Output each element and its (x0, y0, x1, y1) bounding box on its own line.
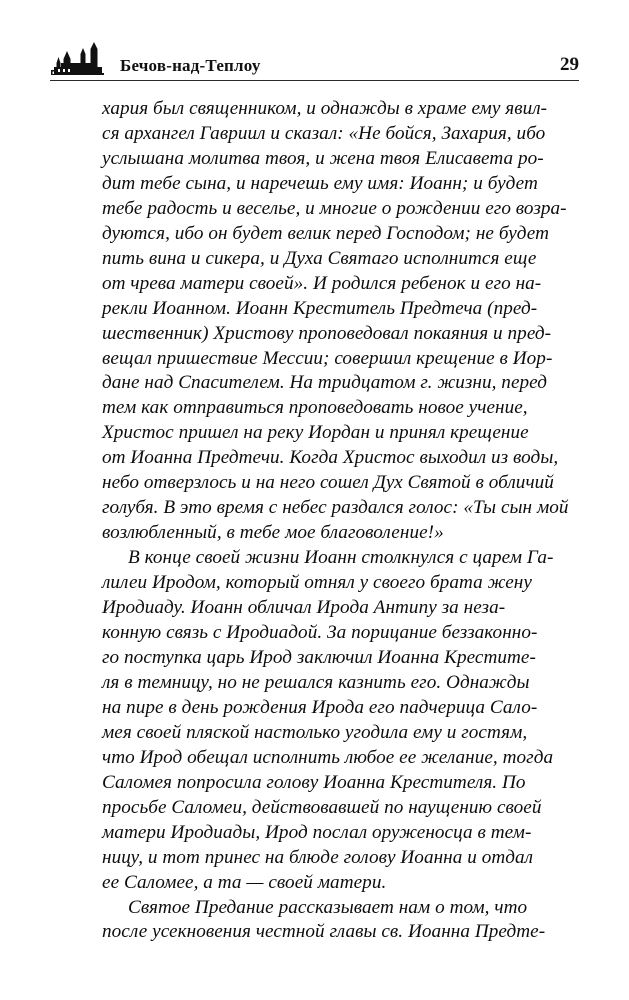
paragraph (102, 896, 546, 946)
text-line: шественник) Христову проповедовал покаяния и пред- (102, 322, 552, 344)
text-line: просьбе Саломеи, действовавшей по наущению своей (102, 796, 542, 818)
text-line: Саломея попросила голову Иоанна Крестителя. По (102, 771, 526, 793)
text-line: ля в темницу, но не решался казнить его. Однажды (102, 671, 530, 693)
text-line: пить вина и сикера, и Духа Святаго исполнится еще (102, 247, 537, 269)
page-number: 29 (560, 54, 579, 75)
text-line: мея своей пляской настолько угодила ему и гостям, (102, 721, 528, 743)
text-line: после усекновения честной главы св. Иоанна Предте- (102, 921, 546, 943)
text-line: вещал пришествие Мессии; совершил крещение в Иор- (102, 347, 553, 369)
text-line: матери Иродиады, Ирод послал оруженосца в тем- (102, 821, 532, 843)
text-line: го поступка царь Ирод заключил Иоанна Крестите- (102, 646, 536, 668)
body-text (102, 97, 569, 945)
text-line: услышана молитва твоя, и жена твоя Елисавета ро- (102, 147, 544, 169)
text-line: тебе радость и веселье, и многие о рождении его возра- (102, 197, 567, 219)
text-line: ся архангел Гавриил и сказал: «Не бойся, Захария, ибо (102, 122, 546, 144)
text-line: хария был священником, и однажды в храме ему явил- (102, 98, 548, 119)
text-line: возлюбленный, в тебе мое благоволение!» (102, 522, 444, 544)
text-line: дуются, ибо он будет велик перед Господом; не будет (102, 222, 549, 244)
paragraph (102, 97, 569, 546)
text-line: голубя. В это время с небес раздался голос: «Ты сын мой (102, 497, 569, 519)
text-line: В конце своей жизни Иоанн столкнулся с царем Га- (128, 547, 554, 569)
text-line: ницу, и тот принес на блюде голову Иоанна и отдал (102, 846, 534, 868)
text-line: от Иоанна Предтечи. Когда Христос выходил из воды, (102, 447, 559, 469)
text-line: тем как отправиться проповедовать новое учение, (102, 397, 528, 419)
castle-silhouette-icon (50, 42, 108, 76)
text-line: Христос пришел на реку Иордан и принял крещение (102, 422, 529, 444)
header-rule (50, 80, 579, 81)
text-line: лилеи Иродом, который отнял у своего брата жену (102, 572, 532, 594)
text-line: дит тебе сына, и наречешь ему имя: Иоанн; и будет (102, 172, 538, 194)
text-line: Святое Предание рассказывает нам о том, что (128, 896, 528, 918)
running-head-left (50, 42, 261, 76)
text-line: дане над Спасителем. На тридцатом г. жизни, перед (102, 372, 547, 394)
text-line: от чрева матери своей». И родился ребенок и его на- (102, 272, 542, 294)
text-line: Иродиаду. Иоанн обличал Ирода Антипу за неза- (102, 597, 506, 619)
text-line: что Ирод обещал исполнить любое ее желание, тогда (102, 746, 554, 768)
text-line: рекли Иоанном. Иоанн Креститель Предтеча (пред- (102, 297, 538, 319)
text-line: конную связь с Иродиадой. За порицание беззаконно- (102, 622, 538, 644)
text-line: небо отверзлось и на него сошел Дух Святой в обличий (102, 472, 554, 494)
running-head-title: Бечов-над-Теплоу (120, 56, 261, 75)
paragraph (102, 546, 554, 895)
text-line: на пире в день рождения Ирода его падчерица Сало- (102, 696, 538, 718)
running-head (50, 36, 579, 76)
text-line: ее Саломее, а та — своей матери. (102, 871, 387, 893)
